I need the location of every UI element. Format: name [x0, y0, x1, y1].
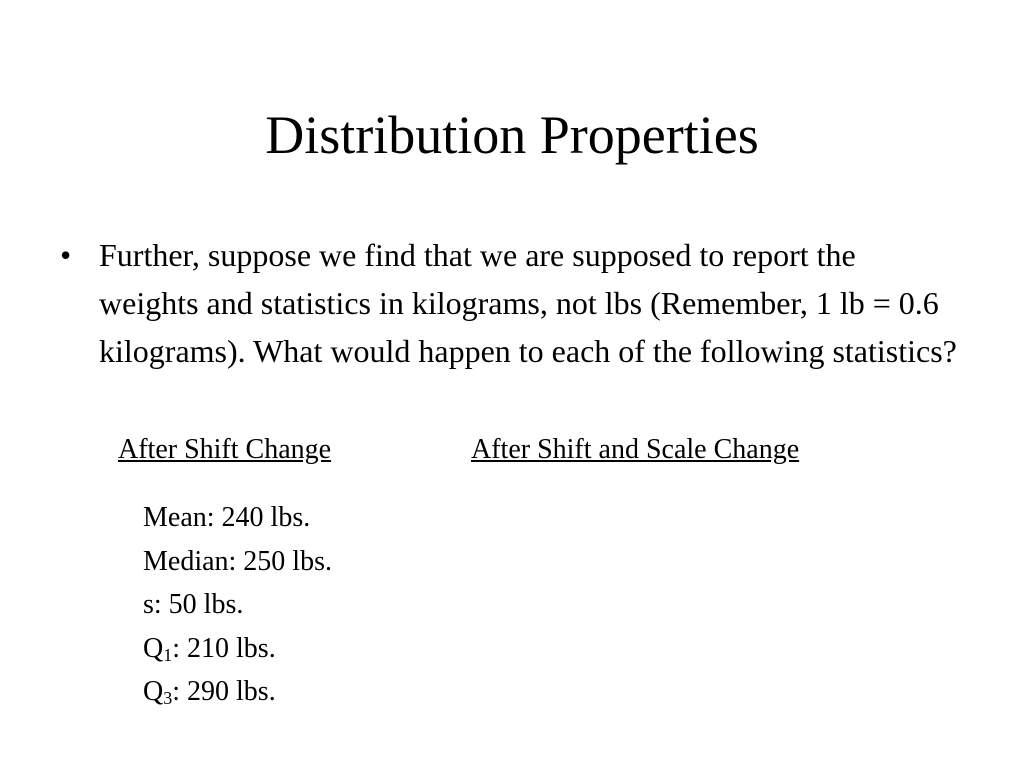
stat-value: : 210 lbs. — [172, 632, 276, 664]
stat-subscript: 3 — [163, 688, 173, 708]
stat-label: Mean — [143, 502, 207, 533]
stat-label: Q — [143, 676, 164, 707]
stat-standard-deviation — [143, 583, 332, 627]
stat-label: Q — [143, 632, 164, 664]
stat-median — [143, 540, 332, 584]
stat-label: Median — [143, 545, 229, 577]
stat-q3 — [143, 670, 332, 714]
stat-value: : 50 lbs. — [153, 589, 244, 620]
stat-value: : 290 lbs. — [172, 676, 276, 707]
statistics-list — [143, 496, 332, 714]
stat-subscript: 1 — [163, 644, 173, 665]
bullet-text: Further, suppose we find that we are supposed to report the weights and statistics in kilograms, not lbs (Remember, 1 lb = 0.6 kilograms). What would happen to each of the following statistics? — [99, 237, 957, 369]
stat-mean — [143, 496, 332, 540]
stat-value: : 240 lbs. — [206, 502, 311, 533]
bullet-marker: • — [60, 237, 72, 273]
stat-label: s — [143, 589, 154, 620]
stat-value: : 250 lbs. — [228, 545, 332, 577]
column-header-shift-and-scale: After Shift and Scale Change — [471, 434, 800, 465]
slide-title: Distribution Properties — [265, 105, 759, 165]
column-header-shift: After Shift Change — [118, 434, 332, 465]
stat-q1 — [143, 627, 332, 671]
